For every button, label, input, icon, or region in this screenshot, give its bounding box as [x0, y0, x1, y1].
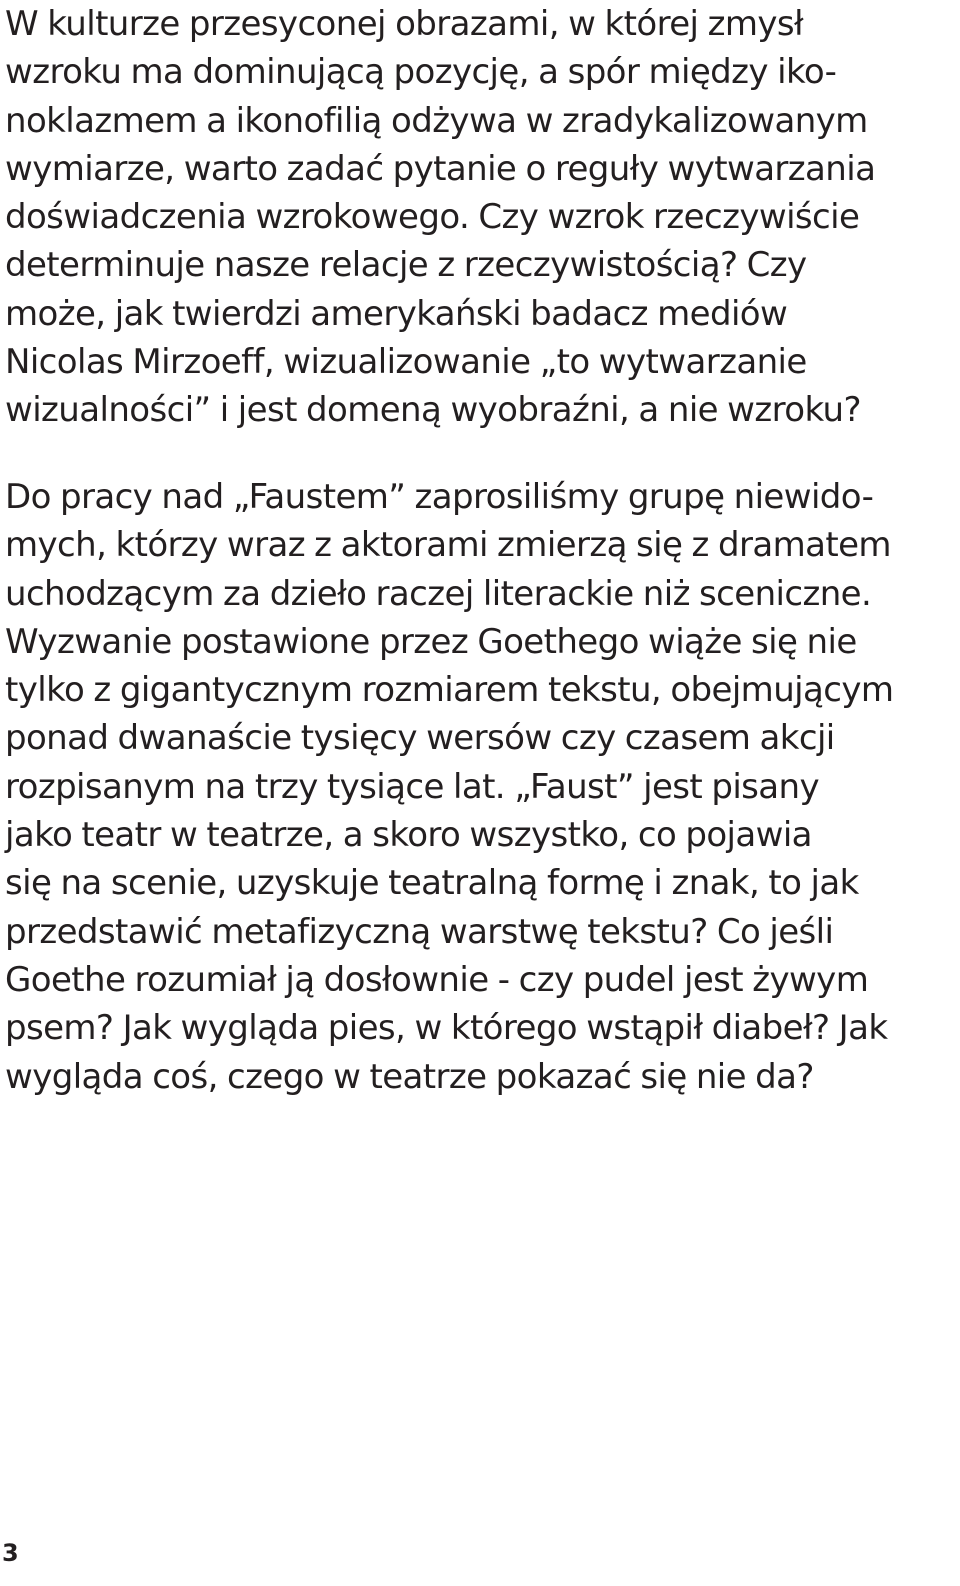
text-line: jako teatr w teatrze, a skoro wszystko, co pojawia	[5, 815, 812, 856]
text-line: tylko z gigantycznym rozmiarem tekstu, obejmującym	[5, 670, 894, 711]
text-line: Nicolas Mirzoeff, wizualizowanie „to wytwarzanie	[5, 342, 807, 383]
page-number: 3	[2, 1539, 19, 1567]
text-line: psem? Jak wygląda pies, w którego wstąpił diabeł? Jak	[5, 1008, 888, 1049]
text-line: wymiarze, warto zadać pytanie o reguły wytwarzania	[5, 148, 876, 189]
text-line: determinuje nasze relacje z rzeczywistością? Czy	[5, 245, 807, 286]
text-line: się na scenie, uzyskuje teatralną formę i znak, to jak	[5, 863, 859, 904]
text-line: ponad dwanaście tysięcy wersów czy czasem akcji	[5, 718, 835, 759]
text-line: Goethe rozumiał ją dosłownie - czy pudel jest żywym	[5, 959, 869, 1000]
text-line: rozpisanym na trzy tysiące lat. „Faust” jest pisany	[5, 766, 819, 807]
text-line: Do pracy nad „Faustem” zaprosiliśmy grupę niewido-	[5, 477, 874, 517]
text-line: doświadczenia wzrokowego. Czy wzrok rzeczywiście	[5, 197, 860, 238]
text-line: może, jak twierdzi amerykański badacz mediów	[5, 293, 788, 334]
text-line: wzroku ma dominującą pozycję, a spór między iko-	[5, 52, 837, 93]
text-line: wygląda coś, czego w teatrze pokazać się nie da?	[5, 1056, 814, 1097]
text-line: W kulturze przesyconej obrazami, w której zmysł	[5, 4, 804, 44]
text-line: przedstawić metafizyczną warstwę tekstu? Co jeśli	[5, 911, 834, 952]
text-line: mych, którzy wraz z aktorami zmierzą się z dramatem	[5, 525, 891, 566]
text-line: wizualności” i jest domeną wyobraźni, a nie wzroku?	[5, 390, 861, 431]
text-line: uchodzącym za dzieło raczej literackie niż sceniczne.	[5, 573, 872, 614]
paragraph-intro	[5, 0, 875, 435]
text-line: Wyzwanie postawione przez Goethego wiąże się nie	[5, 621, 857, 662]
paragraph-faust	[5, 473, 893, 1101]
text-line: noklazmem a ikonofilią odżywa w zradykalizowanym	[5, 100, 868, 141]
